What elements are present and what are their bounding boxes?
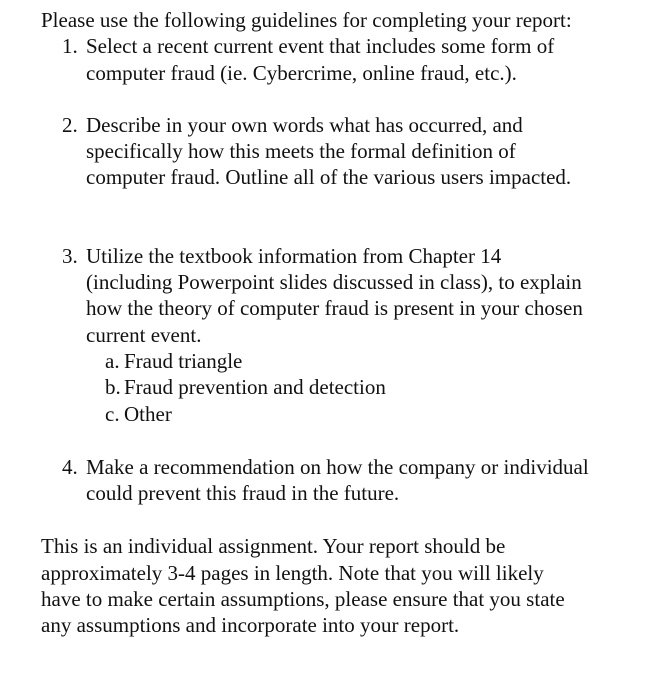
item-line: computer fraud. Outline all of the various users impacted. [86,165,572,190]
item-line: specifically how this meets the formal definition of [86,139,516,164]
item-line: how the theory of computer fraud is present in your chosen [86,296,583,321]
item-number: 2. [62,112,78,137]
sub-item-other [41,401,651,427]
item-number: 4. [62,454,78,479]
item-text [41,243,651,348]
item-line: (including Powerpoint slides discussed in class), to explain [86,270,582,295]
closing-line: This is an individual assignment. Your report should be [41,534,506,559]
item-number: 1. [62,34,78,59]
guideline-item-2 [41,112,651,191]
sub-item-marker: b. [105,375,121,400]
sub-item-marker: a. [105,348,120,373]
sub-item-fraud-prevention [41,374,651,400]
item-line: Select a recent current event that includes some form of [86,34,555,59]
sub-item-text: Fraud triangle [124,348,243,373]
sub-item-text: Other [124,401,172,426]
sub-item-text: Fraud prevention and detection [124,375,386,400]
sub-item-fraud-triangle [41,348,651,374]
item-line: Describe in your own words what has occurred, and [86,112,523,137]
intro-text: Please use the following guidelines for completing your report: [41,8,572,32]
guideline-item-4 [41,454,651,507]
closing-line: approximately 3-4 pages in length. Note that you will likely [41,560,544,585]
item-line: Make a recommendation on how the company or individual [86,454,589,479]
closing-line: have to make certain assumptions, please ensure that you state [41,587,565,612]
closing-line: any assumptions and incorporate into your report. [41,613,460,638]
item-line: could prevent this fraud in the future. [86,481,400,506]
item-text [41,112,651,191]
item-text [41,454,651,507]
guideline-item-1 [41,33,651,86]
item-line: computer fraud (ie. Cybercrime, online fraud, etc.). [86,60,517,85]
item-text [41,33,651,86]
item-line: Utilize the textbook information from Chapter 14 [86,243,502,268]
report-guidelines-document [41,7,651,639]
item-number: 3. [62,243,78,268]
item-line: current event. [86,322,202,347]
sub-item-list [41,348,651,427]
guideline-item-3 [41,243,651,427]
sub-item-marker: c. [105,401,120,426]
closing-paragraph [41,533,651,638]
